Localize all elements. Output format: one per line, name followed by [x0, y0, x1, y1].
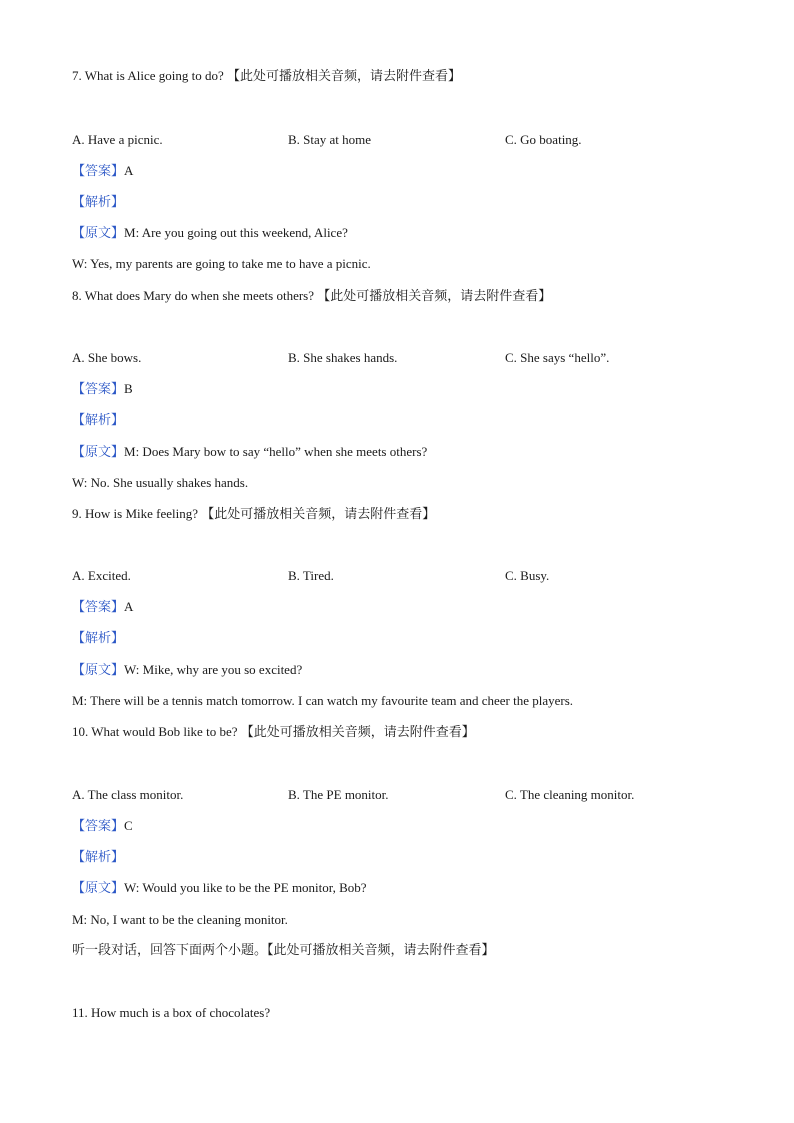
transcript-line-1 — [72, 879, 367, 898]
transcript-line-1 — [72, 224, 348, 243]
analysis-tag: 【解析】 — [72, 631, 125, 646]
transcript-line-1 — [72, 661, 302, 680]
option-c: C. Go boating. — [505, 132, 582, 147]
question-7-stem — [72, 67, 461, 86]
answer-line — [72, 162, 133, 181]
question-8-stem — [72, 287, 551, 306]
audio-note[interactable]: 【此处可播放相关音频，请去附件查看】 — [201, 507, 436, 522]
analysis-line — [72, 848, 124, 867]
option-c: C. The cleaning monitor. — [505, 787, 635, 802]
answer-line — [72, 817, 133, 836]
question-number: 10. — [72, 724, 89, 739]
analysis-tag: 【解析】 — [72, 850, 125, 865]
audio-note[interactable]: 【此处可播放相关音频，请去附件查看】 — [240, 725, 475, 740]
analysis-line — [72, 193, 124, 212]
answer-value: B — [124, 381, 133, 396]
option-b: B. Tired. — [288, 568, 334, 583]
question-text: How much is a box of chocolates? — [91, 1005, 271, 1020]
transcript-line-2: W: No. She usually shakes hands. — [72, 475, 249, 490]
question-number: 11. — [72, 1005, 88, 1020]
transcript-line-2: W: Yes, my parents are going to take me to have a picnic. — [72, 256, 371, 271]
question-9-stem — [72, 505, 435, 524]
transcript-line-2: M: There will be a tennis match tomorrow. I can watch my favourite team and cheer the players. — [72, 693, 574, 708]
transcript-tag: 【原文】 — [72, 881, 125, 896]
transcript-line-1 — [72, 443, 427, 462]
analysis-tag: 【解析】 — [72, 195, 125, 210]
option-b: B. Stay at home — [288, 132, 372, 147]
transcript-tag: 【原文】 — [72, 663, 125, 678]
question-number: 7. — [72, 68, 82, 83]
answer-line — [72, 380, 133, 399]
option-a: A. Excited. — [72, 568, 131, 583]
option-a: A. The class monitor. — [72, 787, 184, 802]
question-11-stem — [72, 1004, 270, 1022]
audio-note[interactable]: 【此处可播放相关音频，请去附件查看】 — [317, 289, 552, 304]
answer-line — [72, 598, 133, 617]
option-c: C. She says “hello”. — [505, 350, 610, 365]
transcript-tag: 【原文】 — [72, 226, 125, 241]
analysis-line — [72, 411, 124, 430]
answer-value: A — [124, 163, 134, 178]
answer-tag: 【答案】 — [72, 382, 125, 397]
transcript-line-2: M: No, I want to be the cleaning monitor. — [72, 912, 288, 927]
answer-tag: 【答案】 — [72, 600, 125, 615]
option-b: B. She shakes hands. — [288, 350, 398, 365]
option-b: B. The PE monitor. — [288, 787, 389, 802]
question-text: What does Mary do when she meets others? — [84, 288, 315, 303]
transcript-text: M: Are you going out this weekend, Alice? — [124, 225, 348, 240]
option-c: C. Busy. — [505, 568, 550, 583]
transcript-text: W: Mike, why are you so excited? — [124, 662, 303, 677]
audio-note[interactable]: 【此处可播放相关音频，请去附件查看】 — [227, 69, 462, 84]
transcript-text: M: Does Mary bow to say “hello” when she meets others? — [124, 444, 428, 459]
answer-tag: 【答案】 — [72, 819, 125, 834]
question-number: 8. — [72, 288, 82, 303]
analysis-tag: 【解析】 — [72, 413, 125, 428]
option-a: A. She bows. — [72, 350, 142, 365]
answer-tag: 【答案】 — [72, 164, 125, 179]
option-a: A. Have a picnic. — [72, 132, 163, 147]
section-instruction: 听一段对话，回答下面两个小题。【此处可播放相关音频，请去附件查看】 — [72, 943, 495, 958]
transcript-text: W: Would you like to be the PE monitor, Bob? — [124, 880, 367, 895]
question-text: What is Alice going to do? — [84, 68, 224, 83]
question-10-stem — [72, 723, 475, 742]
question-text: How is Mike feeling? — [85, 506, 199, 521]
analysis-line — [72, 629, 124, 648]
question-text: What would Bob like to be? — [91, 724, 238, 739]
answer-value: C — [124, 818, 133, 833]
answer-value: A — [124, 599, 134, 614]
transcript-tag: 【原文】 — [72, 445, 125, 460]
question-number: 9. — [72, 506, 82, 521]
